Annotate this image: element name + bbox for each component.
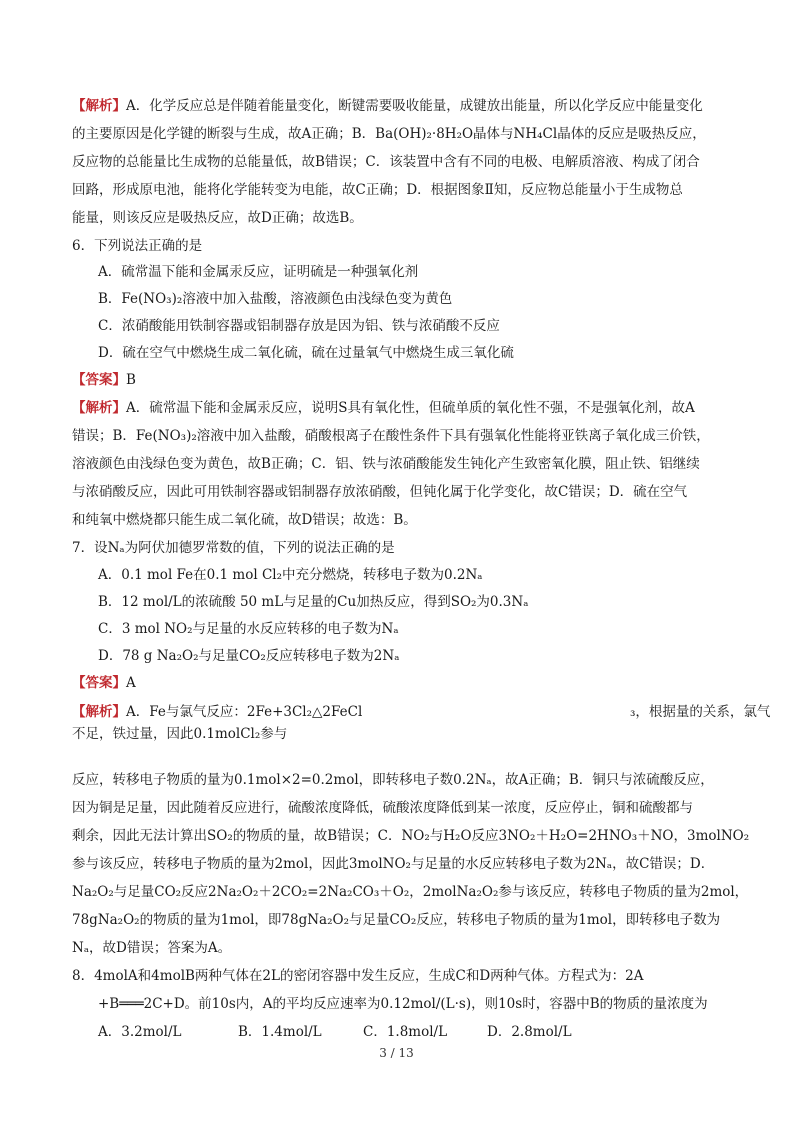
q7-option-d: D．78 g Na₂O₂与足量CO₂反应转移电子数为2Nₐ (98, 648, 400, 664)
prev-analysis-line-4: 回路，形成原电池，能将化学能转变为电能，故C正确；D．根据图象Ⅱ知，反应物总能量小于生成物总 (72, 182, 683, 198)
q6-option-a: A．硫常温下能和金属汞反应，证明硫是一种强氧化剂 (98, 264, 419, 280)
q7-analysis-line-3: 剩余，因此无法计算出SO₂的物质的量，故B错误；C．NO₂与H₂O反应3NO₂＋H₂O=2HNO₃＋NO，3molNO₂ (72, 828, 750, 844)
q6-analysis-line-2: 错误；B．Fe(NO₃)₂溶液中加入盐酸，硝酸根离子在酸性条件下具有强氧化性能将亚铁离子氧化成三价铁， (72, 428, 710, 444)
q6-option-b: B．Fe(NO₃)₂溶液中加入盐酸，溶液颜色由浅绿色变为黄色 (98, 291, 453, 307)
q8-stem-line-2: +B═══2C+D。前10s内，A的平均反应速率为0.12mol/(L·s)，则10s时，容器中B的物质的量浓度为 (98, 996, 708, 1012)
q7-analysis-line-7: Nₐ，故D错误；答案为A。 (72, 940, 232, 956)
q7-analysis-line-4: 参与该反应，转移电子物质的量为2mol，因此3molNO₂与足量的水反应转移电子数为2Nₐ，故C错误；D． (72, 856, 715, 872)
prev-analysis-line-2: 的主要原因是化学键的断裂与生成，故A正确；B．Ba(OH)₂·8H₂O晶体与NH₄Cl晶体的反应是吸热反应， (72, 126, 706, 142)
q6-option-d: D．硫在空气中燃烧生成二氧化硫，硫在过量氧气中燃烧生成三氧化硫 (98, 345, 514, 361)
q7-stem: 7．设Nₐ为阿伏加德罗常数的值，下列的说法正确的是 (72, 540, 395, 556)
q7-analysis-line-6: 78gNa₂O₂的物质的量为1mol，即78gNa₂O₂与足量CO₂反应，转移电子物质的量为1mol，即转移电子数为 (72, 912, 721, 928)
prev-analysis-line-3: 反应物的总能量比生成物的总能量低，故B错误；C．该装置中含有不同的电极、电解质溶液、构成了闭合 (72, 154, 700, 170)
q7-analysis-first: 【解析】A．Fe与氯气反应：2Fe+3Cl₂△2FeCl (72, 704, 363, 720)
q6-analysis-line-1: 【解析】A．硫常温下能和金属汞反应，说明S具有氧化性，但硫单质的氧化性不强，不是强氧化剂，故A (72, 400, 695, 416)
q7-analysis-line-1: 反应，转移电子物质的量为0.1mol×2=0.2mol，即转移电子数0.2Nₐ，故A正确；B．铜只与浓硫酸反应， (72, 772, 714, 788)
q6-analysis-line-5: 和纯氧中燃烧都只能生成二氧化硫，故D错误；故选：B。 (72, 512, 417, 528)
q8-option-b: B．1.4mol/L (238, 1024, 322, 1040)
q7-analysis-line-5: Na₂O₂与足量CO₂反应2Na₂O₂＋2CO₂=2Na₂CO₃＋O₂，2molNa₂O₂参与该反应，转移电子物质的量为2mol， (72, 884, 749, 900)
q8-option-c: C．1.8mol/L (363, 1024, 448, 1040)
q8-stem-line-1: 8．4molA和4molB两种气体在2L的密闭容器中发生反应，生成C和D两种气体。方程式为：2A (72, 968, 644, 984)
q7-option-b: B．12 mol/L的浓硫酸 50 mL与足量的Cu加热反应，得到SO₂为0.3Nₐ (98, 594, 529, 610)
prev-analysis-line-5: 能量，则该反应是吸热反应，故D正确；故选B。 (72, 210, 363, 226)
prev-analysis-line-1: 【解析】A．化学反应总是伴随着能量变化，断键需要吸收能量，成键放出能量，所以化学反应中能量变化 (72, 98, 703, 114)
q7-option-a: A．0.1 mol Fe在0.1 mol Cl₂中充分燃烧，转移电子数为0.2Nₐ (98, 567, 483, 583)
q6-analysis-line-3: 溶液颜色由浅绿色变为黄色，故B正确；C．铝、铁与浓硝酸能发生钝化产生致密氧化膜，阻止铁、铝继续 (72, 456, 700, 472)
q6-stem: 6．下列说法正确的是 (72, 238, 203, 254)
q8-option-d: D．2.8mol/L (487, 1024, 572, 1040)
page-number: 3 / 13 (379, 1046, 414, 1060)
q7-analysis-second: 不足，铁过量，因此0.1molCl₂参与 (72, 726, 288, 742)
q6-option-c: C．浓硝酸能用铁制容器或铝制器存放是因为铝、铁与浓硝酸不反应 (98, 318, 500, 334)
q7-option-c: C．3 mol NO₂与足量的水反应转移的电子数为Nₐ (98, 621, 399, 637)
q7-analysis-first-tail: ₃，根据量的关系，氯气 (630, 704, 771, 720)
q8-option-a: A．3.2mol/L (98, 1024, 182, 1040)
q7-analysis-line-2: 因为铜是足量，因此随着反应进行，硫酸浓度降低，硫酸浓度降低到某一浓度，反应停止，铜和硫酸都与 (72, 800, 693, 816)
q7-answer: 【答案】A (72, 675, 136, 691)
q6-answer: 【答案】B (72, 372, 136, 388)
q6-analysis-line-4: 与浓硝酸反应，因此可用铁制容器或铝制器存放浓硝酸，但钝化属于化学变化，故C错误；D．硫在空气 (72, 484, 688, 500)
analysis-tag: 【解析】 (72, 98, 126, 114)
